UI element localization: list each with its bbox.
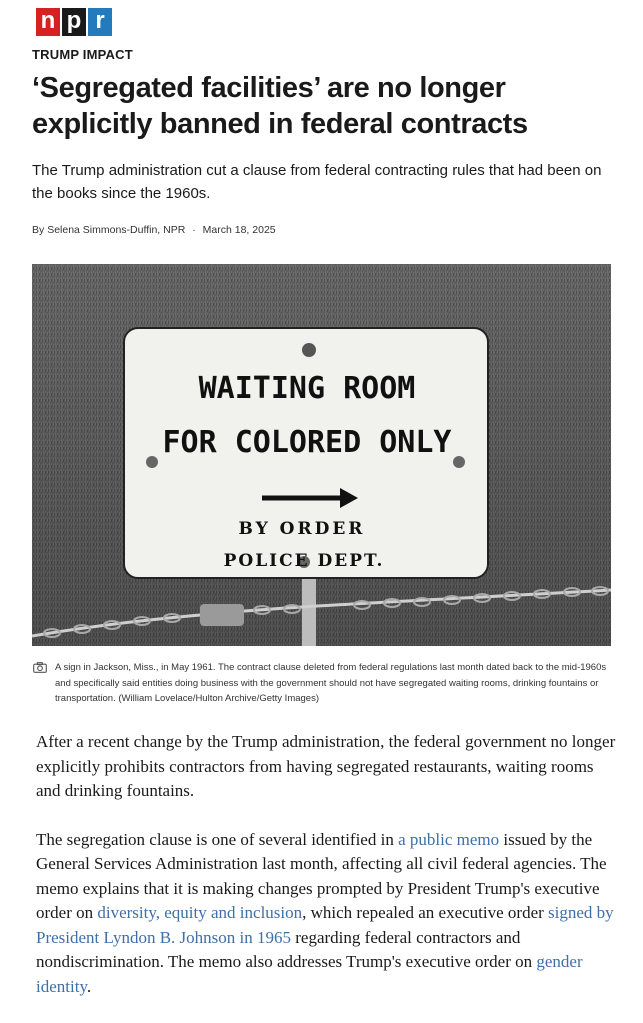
paragraph-2-text-3: , which repealed an executive order	[302, 903, 549, 922]
article-headline: ‘Segregated facilities’ are no longer explicitly banned in federal contracts	[32, 72, 528, 140]
paragraph-2-text-5: .	[86, 976, 92, 996]
lbj-order-link[interactable]: signed by President Lyndon B. Johnson in 1965	[36, 903, 614, 947]
article-body	[36, 730, 618, 1023]
article-photo[interactable]	[32, 264, 611, 646]
public-memo-link[interactable]: a public memo	[398, 829, 500, 849]
caption-text: A sign in Jackson, Miss., in May 1961. The contract clause deleted from federal regulations last month dated back to the mid-1960s and specifically said entities doing business with the government should not have segregated waiting rooms, drinking fountains or transportation. (William Lovelace/Hulton Archive/Getty Images)	[55, 662, 607, 704]
sign-line-1: WAITING ROOM	[198, 371, 416, 406]
gender-identity-link[interactable]: gender identity	[36, 952, 583, 996]
camera-icon	[33, 660, 47, 707]
paragraph-1: After a recent change by the Trump administration, the federal government no longer explicitly prohibits contractors from having segregated restaurants, waiting rooms and drinking fountains.	[36, 732, 616, 800]
byline-author[interactable]: Selena Simmons-Duffin, NPR	[47, 224, 186, 236]
photo-caption	[33, 660, 613, 707]
paragraph-2-text-1: The segregation clause is one of several identified in	[36, 829, 399, 849]
paragraph-2-text-2: issued by the General Services Administration last month, affecting all civil federal agencies. The memo explains that it is making changes prompted by President Trump's executive order on	[36, 829, 607, 922]
logo-letter-n: n	[36, 8, 60, 36]
byline-separator: ·	[192, 224, 196, 236]
npr-logo[interactable]	[36, 8, 112, 36]
article-dek: The Trump administration cut a clause from federal contracting rules that had been on the books since the 1960s.	[32, 162, 602, 202]
logo-letter-p: p	[62, 8, 86, 36]
paragraph-2	[36, 828, 618, 1000]
byline	[32, 224, 276, 236]
logo-letter-r: r	[88, 8, 112, 36]
dei-link[interactable]: diversity, equity and inclusion	[97, 903, 303, 922]
paragraph-2-text-4: regarding federal contractors and nondiscrimination. The memo also addresses Trump's executive order on	[36, 927, 537, 971]
byline-date: March 18, 2025	[202, 224, 276, 236]
sign-line-3: BY ORDER	[238, 519, 366, 539]
section-kicker[interactable]: TRUMP IMPACT	[32, 47, 133, 62]
byline-prefix: By	[32, 224, 45, 236]
sign-line-2: FOR COLORED ONLY	[162, 425, 452, 460]
sign-line-4: POLICE DEPT.	[223, 551, 385, 571]
